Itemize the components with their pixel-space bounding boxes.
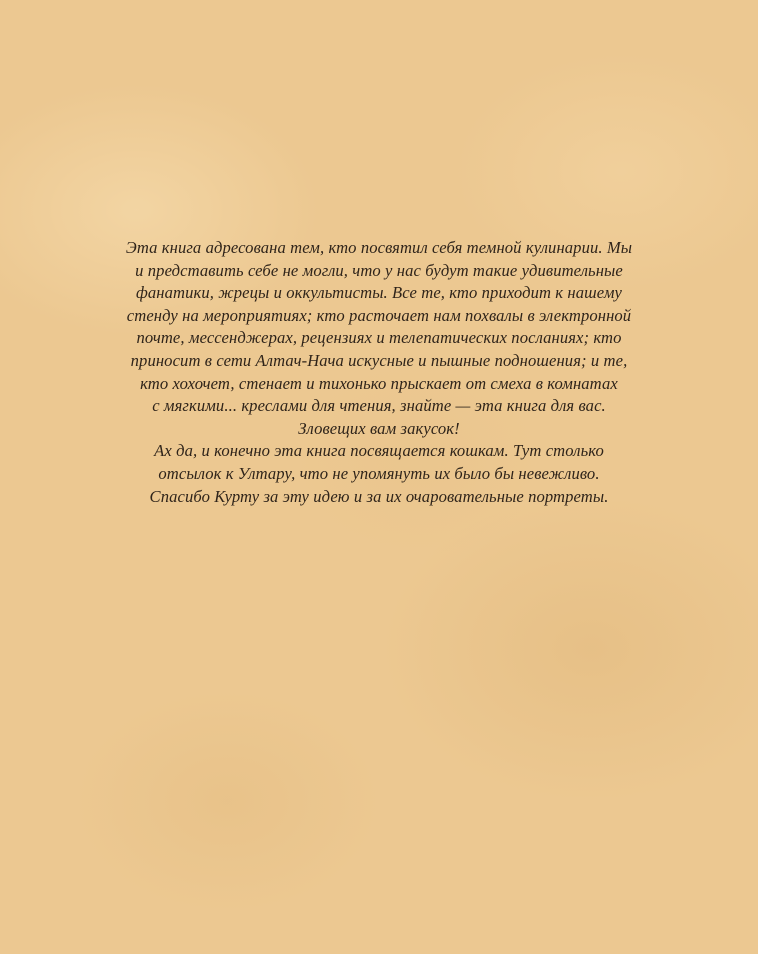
dedication-line: почте, мессенджерах, рецензиях и телепатических посланиях; кто xyxy=(136,328,622,348)
dedication-text xyxy=(60,237,698,508)
dedication-line: стенду на мероприятиях; кто расточает нам похвалы в электронной xyxy=(126,305,632,325)
dedication-cats-line: Ах да, и конечно эта книга посвящается кошкам. Тут столько xyxy=(154,441,604,461)
dedication-line: и представить себе не могли, что у нас будут такие удивительные xyxy=(135,260,623,280)
dedication-thanks-line: Спасибо Курту за эту идею и за их очаровательные портреты. xyxy=(149,486,609,506)
dedication-line: Эта книга адресована тем, кто посвятил себя темной кулинарии. Мы xyxy=(125,238,633,257)
dedication-cats-line: отсылок к Ултару, что не упомянуть их было бы невежливо. xyxy=(158,463,600,483)
dedication-line: кто хохочет, стенает и тихонько прыскает от смеха в комнатах xyxy=(140,373,618,393)
dedication-line: фанатики, жрецы и оккультисты. Все те, кто приходит к нашему xyxy=(136,283,622,303)
dedication-line: приносит в сети Алтач-Нача искусные и пышные подношения; и те, xyxy=(130,350,628,370)
dedication-closing-line: Зловещих вам закусок! xyxy=(298,418,460,438)
dedication-line: с мягкими... креслами для чтения, знайте — эта книга для вас. xyxy=(152,396,606,416)
